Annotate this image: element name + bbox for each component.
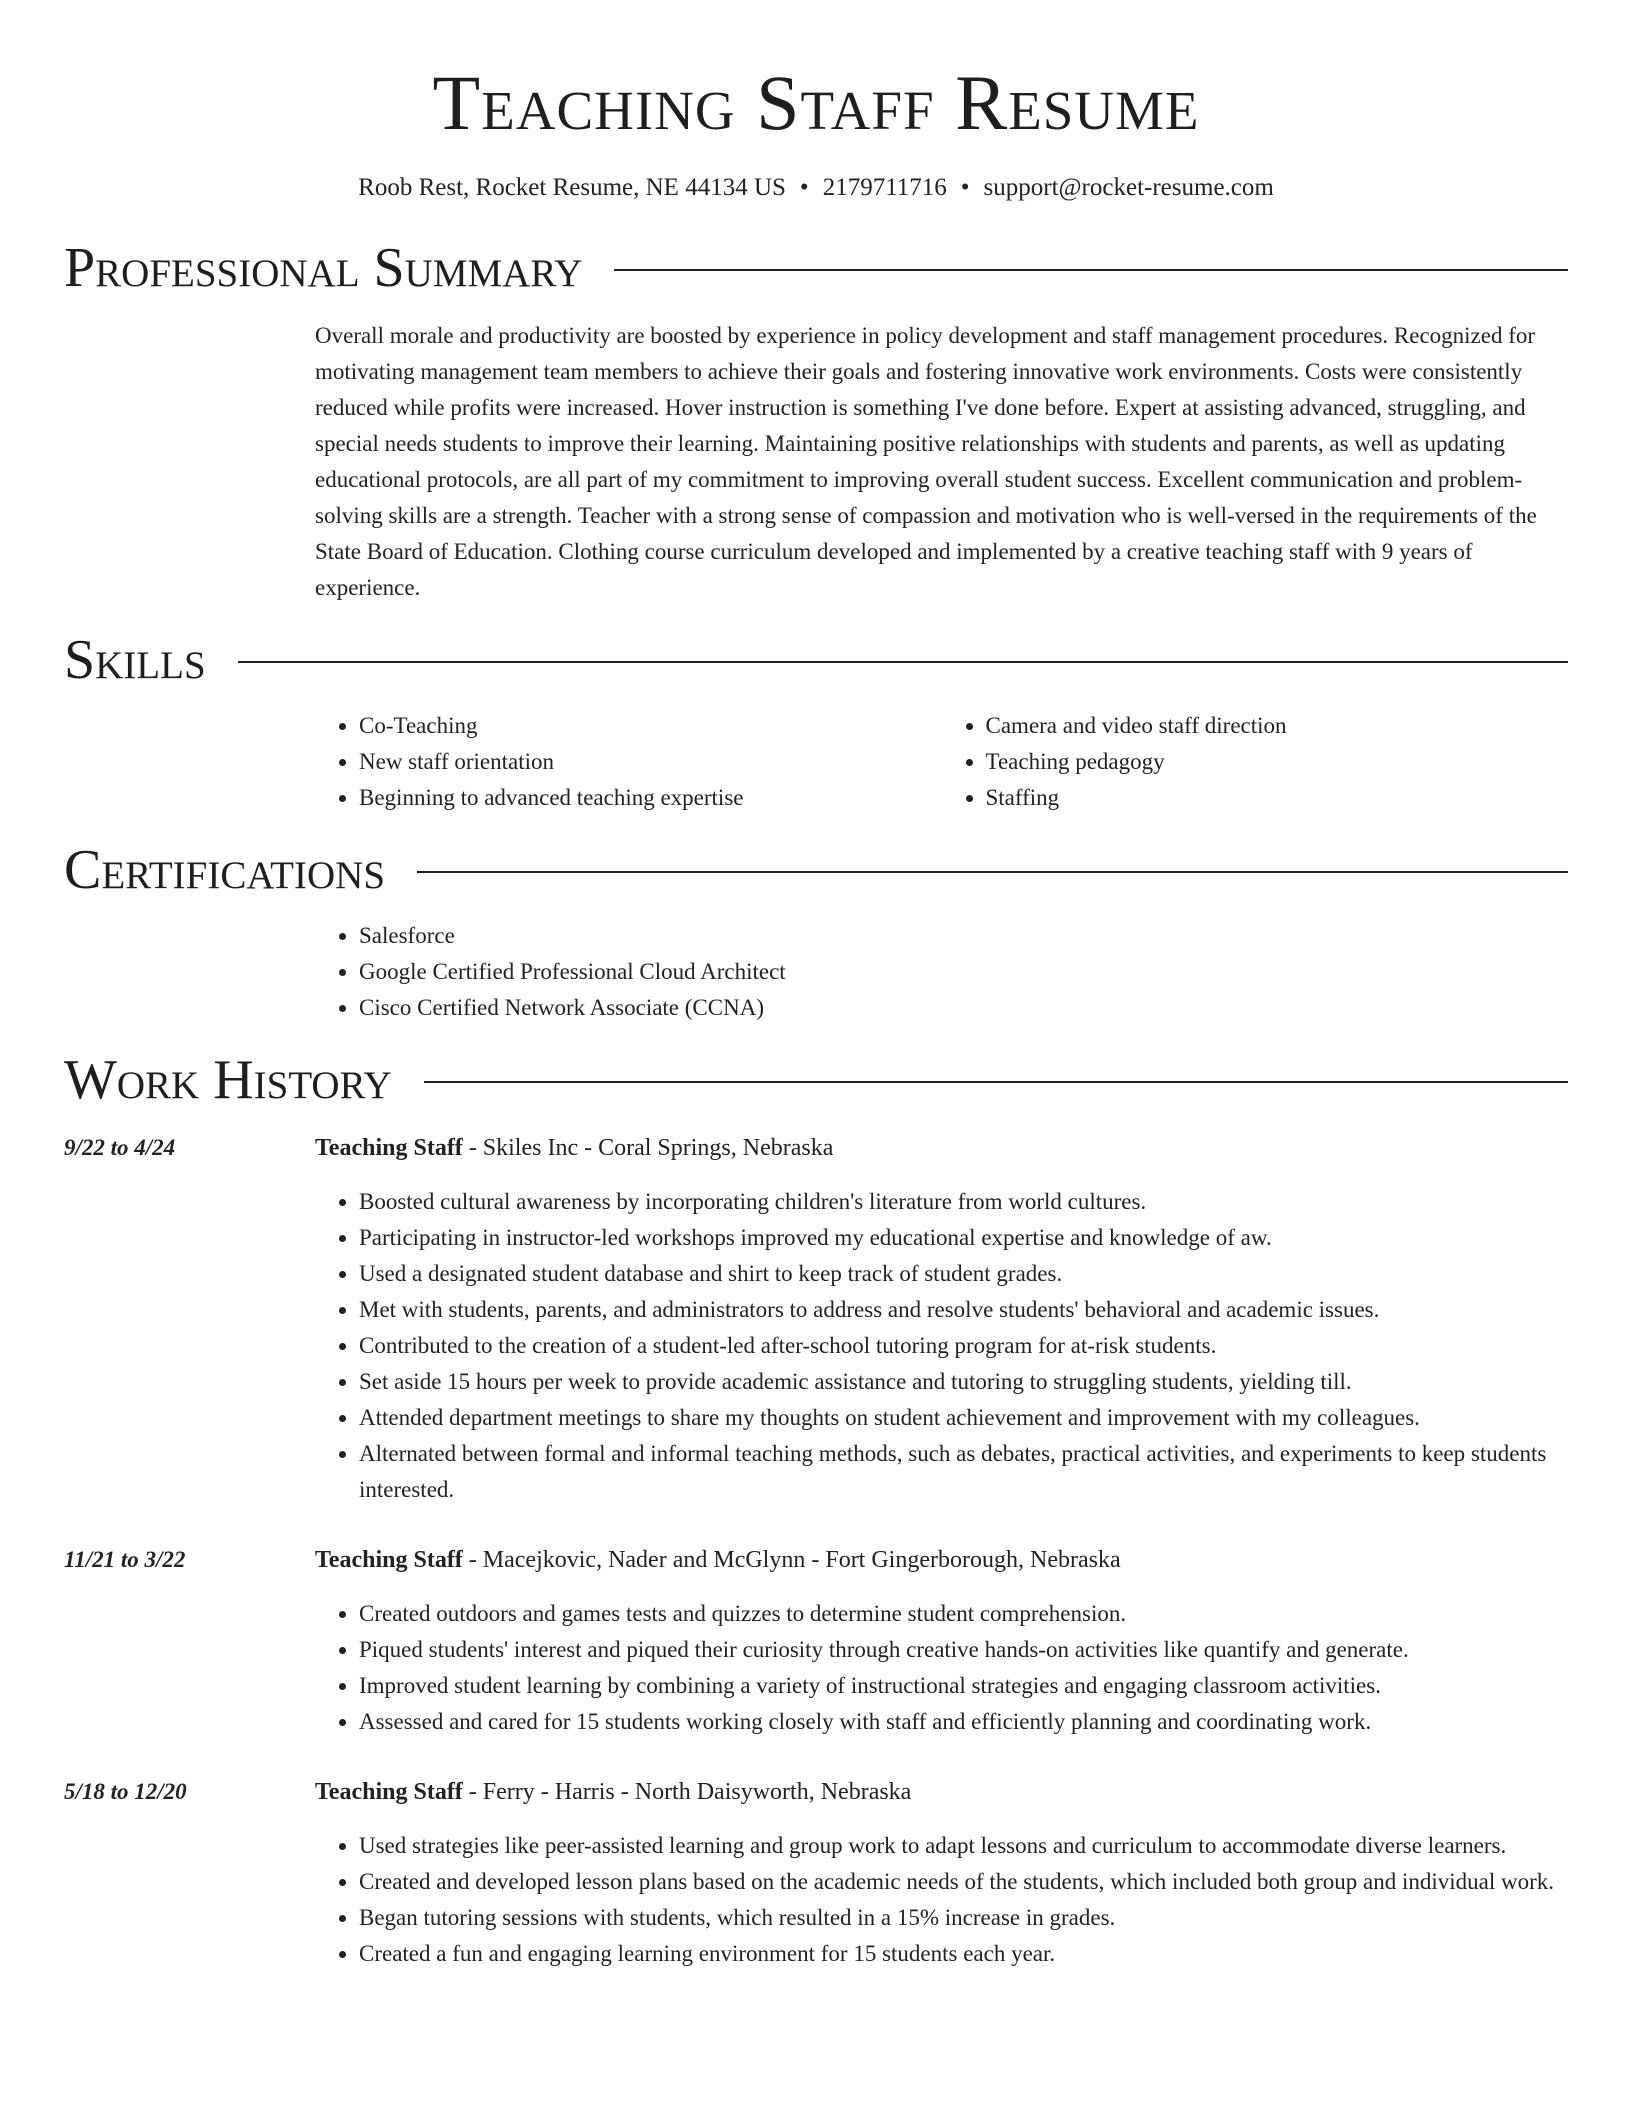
job-heading	[315, 1542, 1568, 1578]
job-title: Teaching Staff	[315, 1135, 463, 1161]
job-bullet: • Participating in instructor-led workshops improved my educational expertise and knowledge of aw.	[359, 1220, 1568, 1256]
job-bullet: • Met with students, parents, and administrators to address and resolve students' behavioral and academic issues.	[359, 1292, 1568, 1328]
job-bullet: • Improved student learning by combining a variety of instructional strategies and engaging classroom activities.	[359, 1668, 1568, 1704]
skills-section	[64, 629, 1568, 816]
skills-section-header	[64, 629, 1568, 691]
job-bullets	[315, 1184, 1568, 1508]
certifications-section	[64, 839, 1568, 1026]
job-employer-location: - Skiles Inc - Coral Springs, Nebraska	[462, 1135, 834, 1161]
certifications-list	[315, 918, 1568, 1026]
skill-item: • Camera and video staff direction	[986, 708, 1569, 744]
job-entry	[64, 1542, 1568, 1740]
job-bullet: • Used a designated student database and shirt to keep track of student grades.	[359, 1256, 1568, 1292]
job-entry	[64, 1130, 1568, 1508]
contact-line	[64, 174, 1568, 202]
contact-separator: •	[960, 174, 970, 201]
skills-list-left	[315, 708, 942, 816]
skills-heading: Skills	[64, 629, 206, 691]
contact-phone: 2179711716	[822, 174, 947, 201]
job-bullets	[315, 1828, 1568, 1972]
job-bullet: • Alternated between formal and informal teaching methods, such as debates, practical activities, and experiments to keep students interested.	[359, 1436, 1568, 1508]
certifications-section-header	[64, 839, 1568, 901]
skills-grid	[315, 708, 1568, 816]
resume-title: Teaching Staff Resume	[432, 59, 1200, 146]
summary-text: Overall morale and productivity are boosted by experience in policy development and staff management procedures. Recognized for motivating management team members to achieve their goals and fostering innovative work environments. Costs were consistently reduced while profits were increased. Hover instruction is something I've done before. Expert at assisting advanced, struggling, and special needs students to improve their learning. Maintaining positive relationships with students and parents, as well as updating educational protocols, are all part of my commitment to improving overall student success. Excellent communication and problem-solving skills are a strength. Teacher with a strong sense of compassion and motivation who is well-versed in the requirements of the State Board of Education. Clothing course curriculum developed and implemented by a creative teaching staff with 9 years of experience.	[315, 323, 1537, 600]
work-history-heading: Work History	[64, 1049, 392, 1111]
job-dates: 5/18 to 12/20	[64, 1779, 187, 1804]
section-divider	[238, 661, 1568, 663]
skill-item: • Co-Teaching	[359, 708, 942, 744]
resume-page	[64, 0, 1568, 1972]
summary-section-header	[64, 237, 1568, 299]
section-divider	[424, 1081, 1568, 1083]
job-bullets	[315, 1596, 1568, 1740]
work-history-section	[64, 1049, 1568, 1972]
contact-separator: •	[799, 174, 809, 201]
job-heading	[315, 1130, 1568, 1166]
job-bullet: • Set aside 15 hours per week to provide academic assistance and tutoring to struggling students, yielding till.	[359, 1364, 1568, 1400]
skills-list-right	[942, 708, 1569, 816]
job-dates: 11/21 to 3/22	[64, 1547, 186, 1572]
skill-item: • Beginning to advanced teaching expertise	[359, 780, 942, 816]
contact-address: Roob Rest, Rocket Resume, NE 44134 US	[358, 174, 786, 201]
job-employer-location: - Macejkovic, Nader and McGlynn - Fort Gingerborough, Nebraska	[462, 1547, 1121, 1573]
certification-item: • Google Certified Professional Cloud Architect	[359, 954, 1568, 990]
job-bullet: • Contributed to the creation of a student-led after-school tutoring program for at-risk students.	[359, 1328, 1568, 1364]
contact-email[interactable]: support@rocket-resume.com	[983, 174, 1274, 201]
job-bullet: • Used strategies like peer-assisted learning and group work to adapt lessons and curriculum to accommodate diverse learners.	[359, 1828, 1568, 1864]
certifications-heading: Certifications	[64, 839, 386, 901]
certification-item: • Salesforce	[359, 918, 1568, 954]
summary-heading: Professional Summary	[64, 237, 583, 299]
skill-item: • New staff orientation	[359, 744, 942, 780]
job-title: Teaching Staff	[315, 1779, 463, 1805]
work-history-section-header	[64, 1049, 1568, 1111]
section-divider	[417, 871, 1568, 873]
certification-item: • Cisco Certified Network Associate (CCNA)	[359, 990, 1568, 1026]
skill-item: • Staffing	[986, 780, 1569, 816]
job-bullet: • Created outdoors and games tests and quizzes to determine student comprehension.	[359, 1596, 1568, 1632]
job-bullet: • Created a fun and engaging learning environment for 15 students each year.	[359, 1936, 1568, 1972]
job-bullet: • Attended department meetings to share my thoughts on student achievement and improvement with my colleagues.	[359, 1400, 1568, 1436]
job-heading	[315, 1774, 1568, 1810]
job-title: Teaching Staff	[315, 1547, 463, 1573]
skill-item: • Teaching pedagogy	[986, 744, 1569, 780]
job-bullet: • Began tutoring sessions with students, which resulted in a 15% increase in grades.	[359, 1900, 1568, 1936]
job-dates: 9/22 to 4/24	[64, 1135, 176, 1160]
job-bullet: • Created and developed lesson plans based on the academic needs of the students, which included both group and individual work.	[359, 1864, 1568, 1900]
job-bullet: • Piqued students' interest and piqued their curiosity through creative hands-on activities like quantify and generate.	[359, 1632, 1568, 1668]
job-employer-location: - Ferry - Harris - North Daisyworth, Nebraska	[462, 1779, 912, 1805]
job-bullet: • Assessed and cared for 15 students working closely with staff and efficiently planning and coordinating work.	[359, 1704, 1568, 1740]
section-divider	[614, 269, 1568, 271]
job-entry	[64, 1774, 1568, 1972]
job-bullet: • Boosted cultural awareness by incorporating children's literature from world cultures.	[359, 1184, 1568, 1220]
summary-section	[64, 237, 1568, 606]
